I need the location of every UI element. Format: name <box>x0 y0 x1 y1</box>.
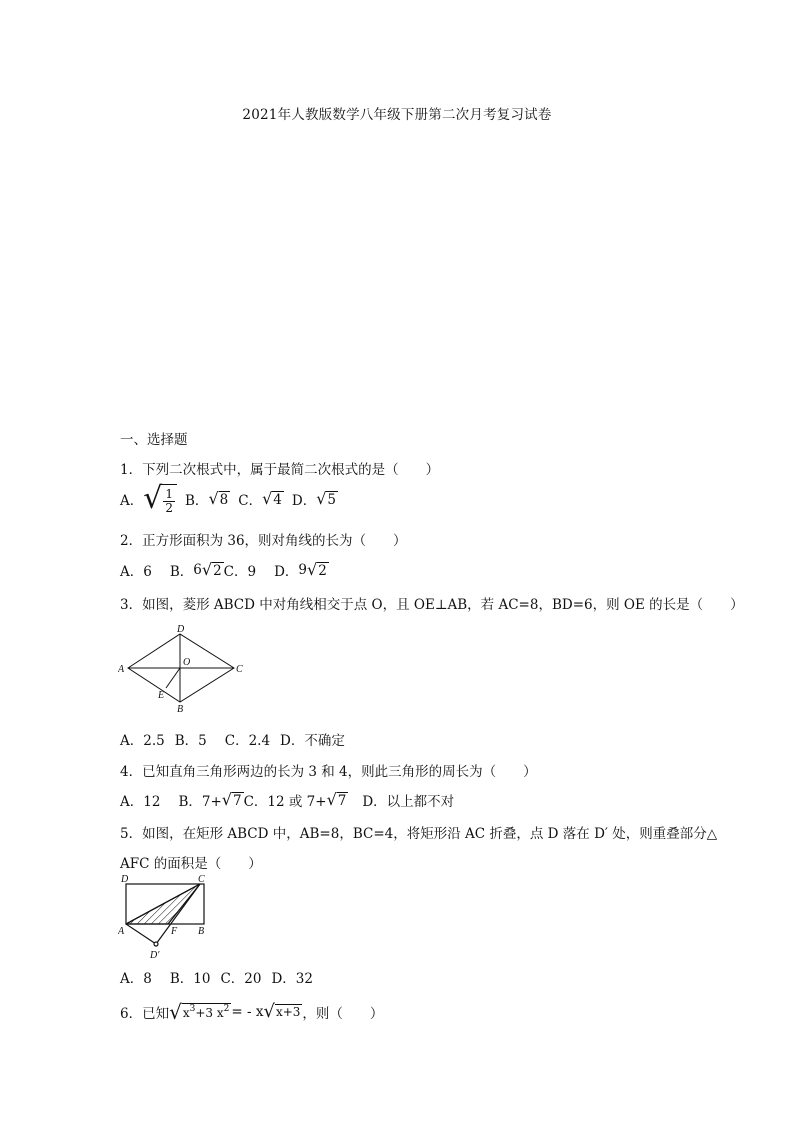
page-title: 2021年人教版数学八年级下册第二次月考复习试卷 <box>242 107 552 123</box>
q2-options <box>120 560 329 580</box>
segment-ad-prime <box>126 924 156 944</box>
label-c: C <box>198 874 205 885</box>
label-b: B <box>198 926 205 937</box>
label-b: B <box>177 704 184 714</box>
q1-stem: 1．下列二次根式中，属于最简二次根式的是（ ） <box>120 462 440 478</box>
label-d-prime: D′ <box>150 950 160 961</box>
q2-option-c: C．9 <box>223 564 257 580</box>
radical-sign-icon: √ <box>326 790 337 809</box>
q6-prefix: 6．已知 <box>120 1006 170 1022</box>
radical-sign-icon: √ <box>201 560 213 579</box>
radical-sign-icon: √ <box>208 489 219 509</box>
q4-option-c-radical: √ 7 <box>326 790 347 809</box>
q2-option-a: A．6 <box>120 564 152 580</box>
q5-option-b: B．10 <box>169 971 211 987</box>
q2-option-b-coef: 6 <box>193 562 202 578</box>
q1-option-d-label: D． <box>291 493 317 510</box>
q4-options <box>120 790 454 810</box>
radical-sign-icon: √ <box>263 1001 275 1022</box>
q3-option-c: C．2.4 <box>224 733 271 749</box>
label-o: O <box>183 657 191 668</box>
q1-option-a-radical <box>143 481 177 517</box>
q4-option-d: D．以上都不对 <box>362 794 455 810</box>
q4-option-b-label: B．7+ <box>178 794 222 810</box>
q2-stem: 2．正方形面积为 36，则对角线的长为（ ） <box>120 533 407 549</box>
q4-option-c-label: C．12 或 7+ <box>243 794 327 810</box>
label-e: E <box>158 690 165 701</box>
q5-option-c: C．20 <box>220 971 262 987</box>
radical-sign-icon: √ <box>143 481 163 517</box>
q6-radical-1: √ $x^3+3$ $x^2$ <box>169 1000 230 1024</box>
q6-suffix: ，则（ ） <box>302 1006 384 1022</box>
q3-option-b: B．5 <box>174 733 207 749</box>
q1-option-d-radical: √ 5 <box>316 489 336 509</box>
q1-option-c-label: C． <box>238 493 263 510</box>
q6-equals: = - x <box>231 1004 264 1020</box>
label-f: F <box>171 926 178 937</box>
q3-option-a: A．2.5 <box>120 733 165 749</box>
q2-option-d-label: D． <box>274 564 299 580</box>
q2-option-d-coef: 9 <box>298 562 307 578</box>
radical-sign-icon: √ <box>221 790 232 809</box>
q2-option-b-label: B． <box>169 564 194 580</box>
q4-option-a: A．12 <box>120 794 161 810</box>
q3-option-d: D．不确定 <box>280 733 345 749</box>
label-d: D <box>177 624 185 635</box>
q3-options <box>120 729 345 749</box>
q1-option-b-radical: √ 8 <box>208 489 229 509</box>
q1-option-b-label: B． <box>185 493 209 510</box>
q4-stem: 4．已知直角三角形两边的长为 3 和 4，则此三角形的周长为（ ） <box>120 764 537 780</box>
label-d: D <box>121 874 129 885</box>
q6-radical-2: √ x+3 <box>263 1001 301 1022</box>
q5-options <box>120 967 313 987</box>
q1-option-a-label: A． <box>120 493 144 510</box>
rectangle-fold-figure <box>118 872 218 964</box>
q1-option-c-radical: √ 4 <box>262 489 282 509</box>
label-c: C <box>236 664 243 675</box>
rhombus-figure <box>118 622 248 714</box>
segment-oe <box>166 668 180 688</box>
q5-stem-line1: 5．如图，在矩形 ABCD 中，AB=8，BC=4，将矩形沿 AC 折叠，点 D 落在 D′ 处，则重叠部分△ <box>120 826 718 842</box>
q5-stem-line2: AFC 的面积是（ ） <box>120 856 262 872</box>
radical-sign-icon: √ <box>307 560 318 579</box>
radical-sign-icon: √ <box>169 1000 182 1024</box>
q5-option-a: A．8 <box>120 971 152 987</box>
point-d-prime <box>154 942 158 946</box>
section-heading: 一、选择题 <box>120 432 188 448</box>
q3-stem: 3．如图，菱形 ABCD 中对角线相交于点 O，且 OE⊥AB，若 AC=8，BD=6，则 OE 的长是（ ） <box>120 597 744 613</box>
q2-option-b-radical: √ 2 <box>201 560 222 579</box>
radical-sign-icon: √ <box>262 489 273 509</box>
q1-options <box>120 481 338 517</box>
radical-sign-icon: √ <box>316 489 327 509</box>
q5-option-d: D．32 <box>271 971 313 987</box>
q4-option-b-radical: √ 7 <box>221 790 242 809</box>
label-a: A <box>118 926 125 937</box>
q2-option-d-radical: √ 2 <box>307 560 327 579</box>
q6-stem <box>120 1002 383 1022</box>
label-a: A <box>118 664 125 675</box>
q1-fraction: $\frac{1}{2}$ <box>165 487 174 515</box>
